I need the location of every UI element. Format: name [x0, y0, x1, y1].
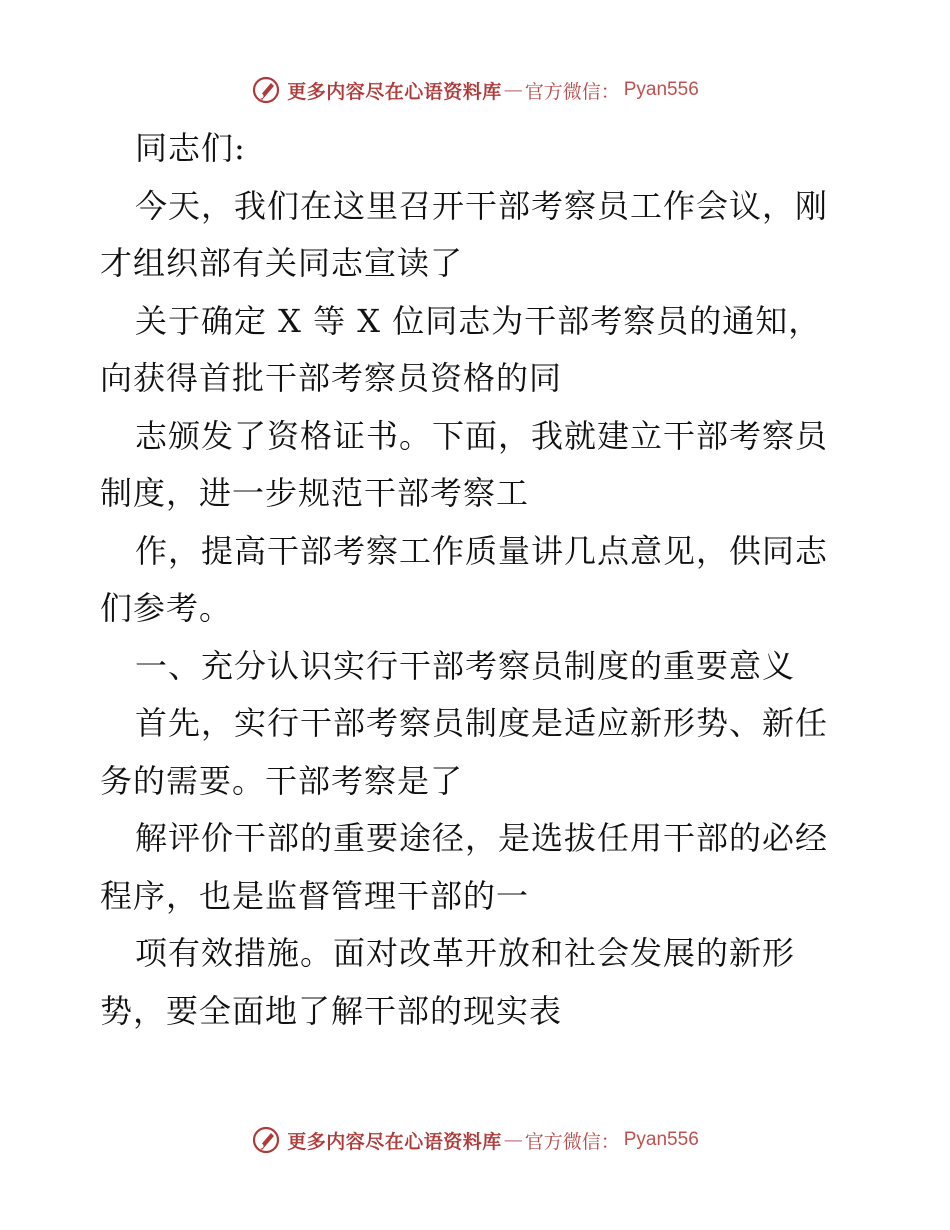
banner-separator: — — [503, 79, 523, 101]
header-watermark-banner — [0, 72, 950, 108]
paragraph-line: 关于确定 X 等 X 位同志为干部考察员的通知， — [135, 301, 822, 340]
paragraph-line: 向获得首批干部考察员资格的同 — [100, 359, 563, 397]
banner-wechat-id: Pyan556 — [623, 79, 699, 100]
paragraph-line: 项有效措施。面对改革开放和社会发展的新形 — [135, 934, 796, 972]
banner-separator: — — [503, 1129, 523, 1151]
paragraph-line: 首先，实行干部考察员制度是适应新形势、新任 — [135, 704, 829, 742]
banner-contact-label: 官方微信： — [524, 1130, 620, 1153]
document-body — [100, 120, 855, 1040]
paragraph-line: 解评价干部的重要途径，是选拔任用干部的必经 — [135, 819, 829, 857]
paragraph-line: 志颁发了资格证书。下面，我就建立干部考察员 — [135, 416, 829, 455]
section-heading: 一、充分认识实行干部考察员制度的重要意义 — [135, 646, 796, 685]
salutation-line: 同志们: — [135, 129, 246, 167]
paragraph-line: 程序，也是监督管理干部的一 — [100, 876, 530, 915]
paragraph-line: 势，要全面地了解干部的现实表 — [100, 991, 563, 1030]
paragraph-line: 才组织部有关同志宣读了 — [100, 244, 464, 282]
quill-pen-icon — [251, 1125, 281, 1155]
footer-watermark-banner — [0, 1122, 950, 1158]
paragraph-line: 制度，进一步规范干部考察工 — [100, 474, 530, 512]
paragraph-line: 今天，我们在这里召开干部考察员工作会议，刚 — [135, 186, 829, 225]
banner-brand-text: 更多内容尽在心语资料库 — [287, 80, 502, 103]
paragraph-line: 作，提高干部考察工作质量讲几点意见，供同志 — [135, 531, 829, 570]
banner-contact-label: 官方微信： — [524, 80, 620, 103]
quill-pen-icon — [251, 75, 281, 105]
paragraph-line: 们参考。 — [100, 589, 233, 627]
banner-brand-text: 更多内容尽在心语资料库 — [287, 1130, 502, 1153]
paragraph-line: 务的需要。干部考察是了 — [100, 761, 464, 800]
banner-wechat-id: Pyan556 — [623, 1129, 699, 1150]
